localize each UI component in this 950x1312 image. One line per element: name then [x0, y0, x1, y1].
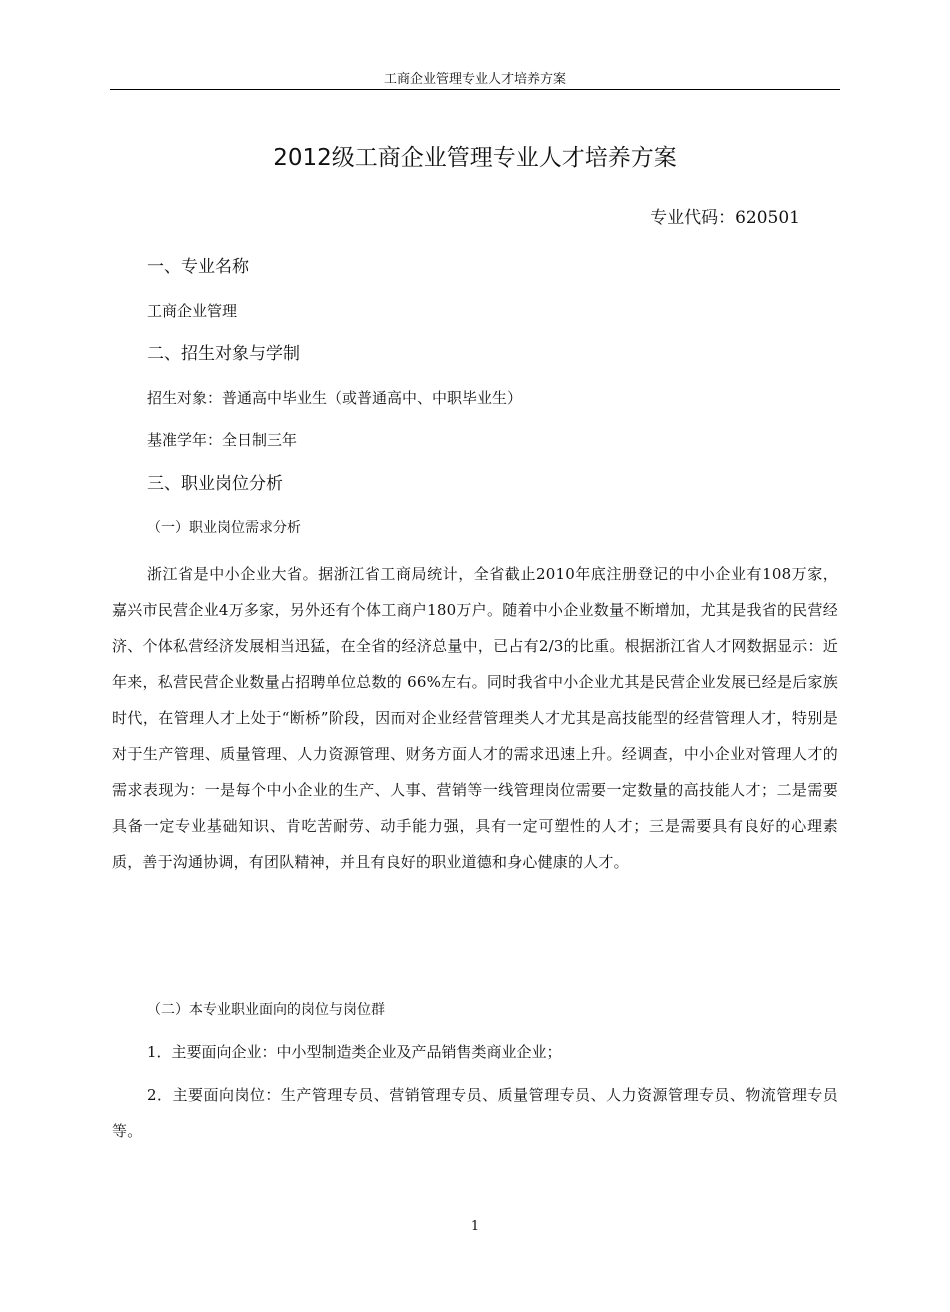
- enrollment-target: 招生对象：普通高中毕业生（或普通高中、中职毕业生）: [147, 389, 523, 407]
- target-enterprises-item: 1．主要面向企业：中小型制造类企业及产品销售类商业企业；: [147, 1043, 562, 1061]
- major-code: 专业代码：620501: [650, 208, 800, 228]
- header-rule: [110, 89, 840, 90]
- section1-heading: 一、专业名称: [147, 257, 249, 277]
- running-header: 工商企业管理专业人才培养方案: [383, 72, 566, 87]
- subsection-demand-analysis: （一）职业岗位需求分析: [147, 520, 301, 536]
- study-duration: 基准学年：全日制三年: [147, 431, 298, 449]
- demand-analysis-paragraph: 浙江省是中小企业大省。据浙江省工商局统计，全省截止2010年底注册登记的中小企业有108万家，嘉兴市民营企业4万多家，另外还有个体工商户180万户。随着中小企业数量不断增加，尤其是我省的民营经济、个体私营经济发展相当迅猛，在全省的经济总量中，已占有2/3的比重。根据浙江省人才网数据显示：近年来，私营民营企业数量占招聘单位总数的 66%左右。同时我省中小企业尤其是民营企业发展已经是后家族时代，在管理人才上处于“断桥”阶段，因而对企业经营管理类人才尤其是高技能型的经营管理人才，特别是对于生产管理、质量管理、人力资源管理、财务方面人才的需求迅速上升。经调查，中小企业对管理人才的需求表现为：一是每个中小企业的生产、人事、营销等一线管理岗位需要一定数量的高技能人才；二是需要具备一定专业基础知识、肯吃苦耐劳、动手能力强，具有一定可塑性的人才；三是需要具有良好的心理素质，善于沟通协调，有团队精神，并且有良好的职业道德和身心健康的人才。: [112, 565, 838, 871]
- section2-heading: 二、招生对象与学制: [147, 344, 300, 364]
- section1-body: 工商企业管理: [147, 302, 238, 320]
- section3-heading: 三、职业岗位分析: [147, 474, 283, 494]
- page-number: 1: [470, 1219, 480, 1234]
- document-title: 2012级工商企业管理专业人才培养方案: [273, 145, 677, 171]
- subsection-job-groups: （二）本专业职业面向的岗位与岗位群: [147, 1002, 385, 1018]
- target-positions-item: 2．主要面向岗位：生产管理专员、营销管理专员、质量管理专员、人力资源管理专员、物流管理专员等。: [112, 1086, 838, 1140]
